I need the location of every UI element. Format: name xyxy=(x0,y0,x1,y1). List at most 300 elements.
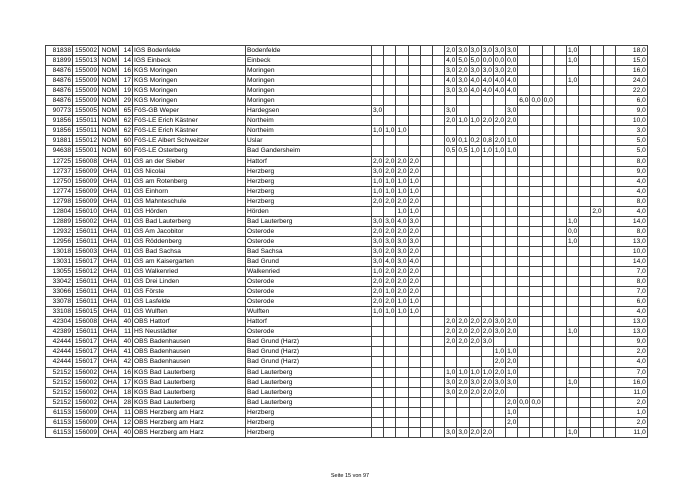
cell-v8 xyxy=(457,357,469,367)
cell-v2: 2,0 xyxy=(385,298,395,306)
cell-v6 xyxy=(432,317,444,327)
cell-v12: 1,0 xyxy=(507,147,517,155)
cell-v17: 1,0 xyxy=(568,328,578,336)
cell-v19: 2,0 xyxy=(592,207,602,215)
cell-total: 13,0 xyxy=(615,236,647,246)
cell-school: KGS Moringen xyxy=(133,66,246,76)
cell-v9 xyxy=(469,407,481,417)
cell-v1 xyxy=(372,146,384,156)
cell-v1 xyxy=(372,357,384,367)
cell-v13 xyxy=(518,256,530,266)
cell-region: OHA xyxy=(99,357,119,367)
cell-v10: 1,0 xyxy=(482,368,492,376)
cell-v1: 1,0 xyxy=(373,308,383,316)
cell-v17 xyxy=(567,267,579,277)
cell-v15 xyxy=(542,407,554,417)
cell-town: Bad Grund (Harz) xyxy=(246,337,372,347)
table-row xyxy=(46,427,648,437)
cell-v17 xyxy=(567,277,579,287)
cell-school: GS Drei Linden xyxy=(133,277,246,287)
cell-v7 xyxy=(445,256,457,266)
cell-v18 xyxy=(579,66,591,76)
cell-v9 xyxy=(469,216,481,226)
cell-v2 xyxy=(384,96,396,106)
cell-v5 xyxy=(420,387,432,397)
cell-v16 xyxy=(554,56,566,66)
cell-code: 156017 xyxy=(73,256,99,266)
cell-v5 xyxy=(420,267,432,277)
cell-v12: 0,0 xyxy=(507,57,517,65)
cell-v12 xyxy=(506,277,518,287)
cell-v5 xyxy=(420,116,432,126)
cell-v11: 3,0 xyxy=(494,67,505,75)
cell-v6 xyxy=(432,116,444,126)
cell-region: NOM xyxy=(99,86,119,96)
cell-v14 xyxy=(530,166,542,176)
cell-v15 xyxy=(542,116,554,126)
cell-v4: 2,0 xyxy=(409,278,419,286)
cell-school: FöS-LE Osterberg xyxy=(133,146,246,156)
cell-v13 xyxy=(518,357,530,367)
cell-v7 xyxy=(445,246,457,256)
cell-v8 xyxy=(457,417,469,427)
cell-v10: 0,0 xyxy=(482,57,492,65)
cell-v12: 3,0 xyxy=(507,107,517,115)
cell-v3: 2,0 xyxy=(397,227,407,235)
table-row xyxy=(46,317,648,327)
cell-region: OHA xyxy=(99,216,119,226)
cell-id: 13031 xyxy=(46,256,73,266)
cell-v1 xyxy=(372,367,384,377)
cell-v14 xyxy=(530,106,542,116)
cell-v13 xyxy=(518,267,530,277)
cell-town: Bad Sachsa xyxy=(246,246,372,256)
cell-v8 xyxy=(457,226,469,236)
cell-v14 xyxy=(530,417,542,427)
cell-code: 156009 xyxy=(73,166,99,176)
cell-v4: 2,0 xyxy=(409,227,419,235)
table-row xyxy=(46,86,648,96)
cell-total: 5,0 xyxy=(615,136,647,146)
cell-school: GS Lasfelde xyxy=(133,297,246,307)
cell-v8 xyxy=(457,267,469,277)
cell-v19 xyxy=(591,126,603,136)
cell-v15 xyxy=(542,176,554,186)
cell-v10: 0,8 xyxy=(482,137,492,145)
cell-v12: 1,0 xyxy=(507,408,517,416)
cell-id: 52152 xyxy=(46,397,73,407)
cell-v11 xyxy=(493,287,505,297)
cell-nr: 62 xyxy=(119,116,133,126)
cell-v13 xyxy=(518,297,530,307)
cell-school: GS Einhorn xyxy=(133,186,246,196)
cell-v5 xyxy=(420,357,432,367)
cell-v14 xyxy=(530,427,542,437)
cell-v8 xyxy=(457,407,469,417)
cell-v15 xyxy=(542,76,554,86)
cell-v17 xyxy=(567,287,579,297)
cell-town: Bad Grund (Harz) xyxy=(246,347,372,357)
cell-v8 xyxy=(457,156,469,166)
cell-total: 9,0 xyxy=(615,337,647,347)
cell-region: OHA xyxy=(99,387,119,397)
cell-v17 xyxy=(567,106,579,116)
cell-v1: 1,0 xyxy=(373,177,383,185)
cell-region: OHA xyxy=(99,176,119,186)
cell-v6 xyxy=(432,287,444,297)
cell-v7 xyxy=(445,206,457,216)
cell-v11 xyxy=(493,166,505,176)
cell-v12 xyxy=(506,126,518,136)
cell-school: IGS Einbeck xyxy=(133,56,246,66)
cell-v18 xyxy=(579,367,591,377)
cell-v9 xyxy=(469,256,481,266)
table-row xyxy=(46,166,648,176)
cell-town: Bad Grund xyxy=(246,256,372,266)
cell-id: 42444 xyxy=(46,337,73,347)
cell-v17: 1,0 xyxy=(568,378,578,386)
cell-v9 xyxy=(469,347,481,357)
cell-town: Herzberg xyxy=(246,407,372,417)
cell-v15 xyxy=(542,236,554,246)
cell-v19 xyxy=(591,166,603,176)
cell-id: 33108 xyxy=(46,307,73,317)
cell-nr: 28 xyxy=(119,397,133,407)
cell-v11: 1,0 xyxy=(494,147,505,155)
cell-region: OHA xyxy=(99,246,119,256)
cell-v20 xyxy=(603,66,615,76)
cell-v4 xyxy=(408,347,420,357)
cell-code: 156017 xyxy=(73,357,99,367)
cell-v4 xyxy=(408,417,420,427)
cell-total: 14,0 xyxy=(615,216,647,226)
cell-region: OHA xyxy=(99,267,119,277)
cell-v6 xyxy=(432,277,444,287)
cell-v6 xyxy=(432,347,444,357)
cell-v1 xyxy=(372,407,384,417)
cell-code: 155001 xyxy=(73,146,99,156)
cell-v13 xyxy=(518,337,530,347)
cell-v11 xyxy=(493,246,505,256)
cell-v15: 0,0 xyxy=(543,97,553,105)
cell-v14 xyxy=(530,307,542,317)
cell-v3: 1,0 xyxy=(397,308,407,316)
cell-v8: 2,0 xyxy=(458,67,468,75)
cell-v17 xyxy=(567,337,579,347)
cell-v2 xyxy=(384,76,396,86)
cell-v2: 3,0 xyxy=(385,217,395,225)
cell-v18 xyxy=(579,267,591,277)
cell-v18 xyxy=(579,146,591,156)
cell-v15 xyxy=(542,267,554,277)
cell-code: 156011 xyxy=(73,236,99,246)
cell-v10 xyxy=(481,277,493,287)
cell-v5 xyxy=(420,156,432,166)
cell-v12: 1,0 xyxy=(507,368,517,376)
cell-v3: 1,0 xyxy=(397,187,407,195)
cell-v10: 2,0 xyxy=(482,117,492,125)
cell-v13 xyxy=(518,156,530,166)
cell-v16 xyxy=(554,76,566,86)
cell-id: 13018 xyxy=(46,246,73,256)
cell-v17 xyxy=(567,136,579,146)
cell-nr: 42 xyxy=(119,357,133,367)
cell-v4: 2,0 xyxy=(409,167,419,175)
table-row xyxy=(46,236,648,246)
cell-v14 xyxy=(530,407,542,417)
cell-v9 xyxy=(469,246,481,256)
cell-v9: 2,0 xyxy=(470,318,480,326)
cell-id: 12956 xyxy=(46,236,73,246)
cell-v8: 3,0 xyxy=(458,87,468,95)
cell-v19 xyxy=(591,186,603,196)
cell-total: 16,0 xyxy=(615,66,647,76)
cell-v8: 0,5 xyxy=(458,147,468,155)
cell-v19 xyxy=(591,86,603,96)
cell-v14 xyxy=(530,46,542,56)
cell-v2 xyxy=(384,347,396,357)
cell-code: 155009 xyxy=(73,76,99,86)
cell-v17 xyxy=(567,407,579,417)
cell-total: 4,0 xyxy=(615,176,647,186)
cell-code: 155009 xyxy=(73,66,99,76)
cell-v18 xyxy=(579,246,591,256)
cell-total: 8,0 xyxy=(615,196,647,206)
cell-v18 xyxy=(579,106,591,116)
cell-region: OHA xyxy=(99,277,119,287)
cell-v2 xyxy=(384,116,396,126)
cell-v11: 3,0 xyxy=(494,47,505,55)
cell-id: 42389 xyxy=(46,327,73,337)
cell-v1 xyxy=(372,76,384,86)
cell-v14 xyxy=(530,327,542,337)
cell-v8: 0,1 xyxy=(458,137,468,145)
cell-v12 xyxy=(506,176,518,186)
cell-v6 xyxy=(432,407,444,417)
cell-v14 xyxy=(530,287,542,297)
cell-v8: 1,0 xyxy=(458,368,468,376)
cell-v9 xyxy=(469,186,481,196)
cell-v3 xyxy=(396,116,408,126)
cell-v17 xyxy=(567,166,579,176)
table-row xyxy=(46,136,648,146)
cell-id: 33042 xyxy=(46,277,73,287)
cell-region: OHA xyxy=(99,226,119,236)
cell-v20 xyxy=(603,136,615,146)
cell-v5 xyxy=(420,146,432,156)
cell-v13 xyxy=(518,76,530,86)
cell-school: OBS Herzberg am Harz xyxy=(133,427,246,437)
cell-v7 xyxy=(445,277,457,287)
cell-id: 91881 xyxy=(46,136,73,146)
cell-v19 xyxy=(591,287,603,297)
cell-v19 xyxy=(591,367,603,377)
cell-v9: 1,0 xyxy=(470,147,480,155)
cell-v6 xyxy=(432,307,444,317)
cell-v3 xyxy=(396,46,408,56)
cell-v15 xyxy=(542,277,554,287)
cell-v14 xyxy=(530,146,542,156)
cell-region: OHA xyxy=(99,236,119,246)
cell-total: 24,0 xyxy=(615,76,647,86)
data-table xyxy=(45,45,648,438)
cell-v5 xyxy=(420,186,432,196)
cell-v1: 3,0 xyxy=(373,258,383,265)
cell-town: Hardegsen xyxy=(246,106,372,116)
cell-v4 xyxy=(408,337,420,347)
cell-total: 14,0 xyxy=(615,256,647,266)
cell-school: GS Bad Sachsa xyxy=(133,246,246,256)
cell-v13: 6,0 xyxy=(519,97,529,105)
cell-v4: 2,0 xyxy=(409,197,419,205)
cell-v13 xyxy=(518,176,530,186)
table-row xyxy=(46,297,648,307)
cell-v19 xyxy=(591,176,603,186)
cell-v15 xyxy=(542,337,554,347)
cell-v15 xyxy=(542,307,554,317)
cell-v16 xyxy=(554,367,566,377)
cell-nr: 29 xyxy=(119,96,133,106)
cell-v14 xyxy=(530,277,542,287)
cell-v7 xyxy=(445,166,457,176)
table-row xyxy=(46,277,648,287)
cell-v8 xyxy=(457,196,469,206)
cell-v4 xyxy=(408,86,420,96)
cell-v7 xyxy=(445,357,457,367)
cell-v16 xyxy=(554,417,566,427)
cell-v17 xyxy=(567,156,579,166)
cell-v12: 4,0 xyxy=(507,87,517,95)
cell-id: 12798 xyxy=(46,196,73,206)
cell-school: GS Förste xyxy=(133,287,246,297)
cell-region: NOM xyxy=(99,76,119,86)
cell-v15 xyxy=(542,186,554,196)
cell-v17: 1,0 xyxy=(568,217,578,225)
cell-v4 xyxy=(408,46,420,56)
cell-v6 xyxy=(432,267,444,277)
cell-v14 xyxy=(530,116,542,126)
cell-v8 xyxy=(457,236,469,246)
cell-v11 xyxy=(493,196,505,206)
cell-v11 xyxy=(493,216,505,226)
cell-nr: 01 xyxy=(119,307,133,317)
cell-v2: 3,0 xyxy=(385,237,395,245)
cell-total: 3,0 xyxy=(615,126,647,136)
cell-v18 xyxy=(579,226,591,236)
cell-v2: 1,0 xyxy=(385,288,395,296)
cell-v5 xyxy=(420,96,432,106)
cell-code: 156009 xyxy=(73,407,99,417)
cell-code: 155012 xyxy=(73,136,99,146)
cell-v17 xyxy=(567,196,579,206)
cell-v19 xyxy=(591,337,603,347)
cell-region: OHA xyxy=(99,287,119,297)
cell-v19 xyxy=(591,427,603,437)
cell-v14 xyxy=(530,337,542,347)
cell-v10 xyxy=(481,246,493,256)
cell-v18 xyxy=(579,96,591,106)
cell-v6 xyxy=(432,397,444,407)
cell-v15 xyxy=(542,226,554,236)
cell-nr: 01 xyxy=(119,236,133,246)
cell-v15 xyxy=(542,246,554,256)
cell-v11: 0,0 xyxy=(494,57,505,65)
cell-v3 xyxy=(396,407,408,417)
cell-v6 xyxy=(432,427,444,437)
cell-region: OHA xyxy=(99,427,119,437)
cell-v14 xyxy=(530,156,542,166)
cell-v6 xyxy=(432,146,444,156)
cell-total: 6,0 xyxy=(615,297,647,307)
cell-v16 xyxy=(554,246,566,256)
cell-v20 xyxy=(603,96,615,106)
cell-v12 xyxy=(506,307,518,317)
cell-v16 xyxy=(554,377,566,387)
cell-v13 xyxy=(518,246,530,256)
cell-v4 xyxy=(408,327,420,337)
cell-v19 xyxy=(591,267,603,277)
cell-v19 xyxy=(591,397,603,407)
cell-v11 xyxy=(493,407,505,417)
cell-v12 xyxy=(506,267,518,277)
cell-v13 xyxy=(518,407,530,417)
cell-v7 xyxy=(445,216,457,226)
cell-region: OHA xyxy=(99,337,119,347)
cell-v17 xyxy=(567,357,579,367)
cell-code: 156002 xyxy=(73,397,99,407)
table-row xyxy=(46,417,648,427)
cell-v13 xyxy=(518,327,530,337)
cell-v13 xyxy=(518,277,530,287)
cell-town: Bad Lauterberg xyxy=(246,377,372,387)
table-row xyxy=(46,126,648,136)
cell-v8 xyxy=(457,287,469,297)
cell-v4: 2,0 xyxy=(409,157,419,165)
cell-total: 8,0 xyxy=(615,156,647,166)
table-row xyxy=(46,287,648,297)
cell-v12 xyxy=(506,236,518,246)
cell-v11: 3,0 xyxy=(494,318,505,326)
cell-school: FöS-GB Weper xyxy=(133,106,246,116)
cell-v5 xyxy=(420,397,432,407)
cell-v12: 3,0 xyxy=(507,47,517,55)
cell-v3: 3,0 xyxy=(397,247,407,255)
cell-v10 xyxy=(481,267,493,277)
cell-v2 xyxy=(384,56,396,66)
cell-v13 xyxy=(518,236,530,246)
cell-v6 xyxy=(432,337,444,347)
cell-town: Osterode xyxy=(246,277,372,287)
cell-code: 155002 xyxy=(73,46,99,56)
cell-v2 xyxy=(384,427,396,437)
cell-v15 xyxy=(542,56,554,66)
cell-v20 xyxy=(603,206,615,216)
cell-v11 xyxy=(493,397,505,407)
cell-v10: 4,0 xyxy=(482,87,492,95)
cell-v1 xyxy=(372,327,384,337)
cell-v17 xyxy=(567,246,579,256)
cell-v10 xyxy=(481,96,493,106)
cell-v13 xyxy=(518,146,530,156)
cell-v4 xyxy=(408,407,420,417)
cell-v17: 1,0 xyxy=(568,237,578,245)
cell-v11 xyxy=(493,206,505,216)
cell-v18 xyxy=(579,76,591,86)
cell-v9: 1,0 xyxy=(470,117,480,125)
cell-town: Herzberg xyxy=(246,417,372,427)
cell-v17 xyxy=(567,307,579,317)
cell-v1: 3,0 xyxy=(373,247,383,255)
